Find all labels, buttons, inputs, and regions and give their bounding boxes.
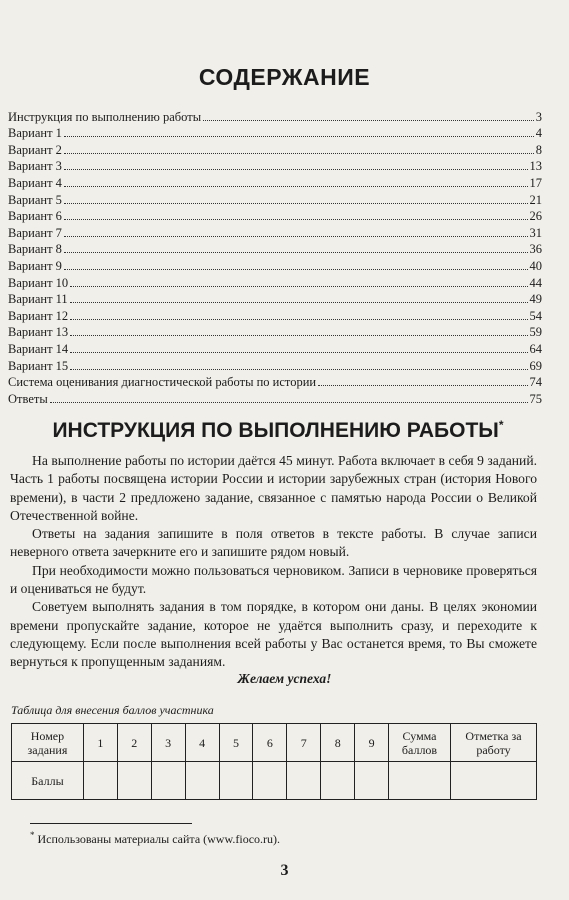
toc-item [8, 357, 542, 374]
page-number: 3 [280, 862, 289, 879]
sum-cell[interactable] [389, 762, 451, 800]
score-cell[interactable] [321, 762, 355, 800]
toc-dot-leader [64, 268, 528, 270]
toc-dot-leader [50, 401, 528, 403]
instruction-paragraph: Советуем выполнять задания в том порядке, в котором они даны. В целях экономии времени пропускайте задание, которое не удаётся выполнить сразу, и переходите к следующему. Если после выполнения всей работы у Вас останется время, то Вы сможете вернуться к пропущенным заданиям. [10, 599, 537, 670]
toc-dot-leader [64, 202, 528, 204]
instruction-paragraph: Ответы на задания запишите в поля ответов в тексте работы. В случае записи неверного ответа зачеркните его и запишите рядом новый. [10, 526, 537, 560]
toc-item-label: Система оценивания диагностической работы по истории [8, 375, 317, 390]
score-cell[interactable] [83, 762, 117, 800]
score-table-caption: Таблица для внесения баллов участника [11, 703, 214, 717]
toc-item [8, 108, 542, 125]
toc-item-label: Вариант 11 [8, 292, 68, 307]
good-luck-text: Желаем успеха! [237, 671, 332, 686]
toc-item-label: Вариант 3 [8, 159, 62, 174]
toc-item [8, 191, 542, 208]
toc-item [8, 141, 542, 158]
footnote-mark: * [498, 418, 504, 432]
toc-item-label: Вариант 15 [8, 358, 69, 373]
toc-item-label: Вариант 7 [8, 225, 62, 240]
toc-item-page: 40 [529, 258, 542, 273]
toc-item-page: 54 [529, 308, 542, 323]
toc-dot-leader [64, 251, 528, 253]
toc-item-page: 59 [529, 325, 542, 340]
toc-dot-leader [203, 119, 534, 121]
footnote-divider [30, 823, 192, 824]
task-number: 2 [117, 724, 151, 762]
score-cell[interactable] [355, 762, 389, 800]
toc-item-label: Вариант 9 [8, 258, 62, 273]
toc-dot-leader [64, 218, 528, 220]
sum-header: Сумма баллов [389, 724, 451, 762]
toc-item [8, 208, 542, 225]
toc-item-label: Вариант 13 [8, 325, 69, 340]
toc-item [8, 224, 542, 241]
instruction-paragraph: На выполнение работы по истории даётся 45 минут. Работа включает в себя 9 заданий. Часть 1 работы посвящена истории России и истории зарубежных стран (история Нового времени), в части 2 предложено задание, связанное с памятью народа России о Великой Отечественной войне. [10, 453, 537, 523]
score-table-header-row [12, 724, 537, 762]
toc-item-page: 31 [529, 225, 542, 240]
toc-item-label: Вариант 10 [8, 275, 69, 290]
toc-item-page: 69 [529, 358, 542, 373]
toc-dot-leader [64, 235, 528, 237]
toc-item-label: Вариант 12 [8, 308, 69, 323]
toc-item [8, 158, 542, 175]
toc-dot-leader [64, 152, 534, 154]
toc-item-label: Инструкция по выполнению работы [8, 109, 202, 124]
score-cell[interactable] [117, 762, 151, 800]
toc-dot-leader [70, 334, 527, 336]
instruction-text [10, 452, 537, 672]
task-number: 6 [253, 724, 287, 762]
toc-dot-leader [70, 368, 527, 370]
toc-item [8, 307, 542, 324]
toc-title: СОДЕРЖАНИЕ [198, 64, 371, 90]
toc-dot-leader [64, 168, 528, 170]
toc-dot-leader [70, 301, 528, 303]
toc-item [8, 241, 542, 258]
toc-item-label: Вариант 5 [8, 192, 62, 207]
toc-item-label: Вариант 4 [8, 175, 62, 190]
toc-item-page: 49 [529, 292, 542, 307]
toc-item [8, 274, 542, 291]
toc-item-page: 74 [529, 375, 542, 390]
task-number: 1 [83, 724, 117, 762]
toc-item [8, 324, 542, 341]
toc-item-page: 3 [535, 109, 542, 124]
toc-item-page: 64 [529, 341, 542, 356]
toc-item-page: 36 [529, 242, 542, 257]
toc-item-label: Вариант 1 [8, 126, 62, 141]
footnote [30, 830, 280, 847]
score-cell[interactable] [287, 762, 321, 800]
toc-dot-leader [70, 318, 527, 320]
toc-item-page: 21 [529, 192, 542, 207]
toc-item [8, 390, 542, 407]
toc-item-page: 13 [529, 159, 542, 174]
score-cell[interactable] [219, 762, 253, 800]
task-number: 5 [219, 724, 253, 762]
toc-list [8, 108, 542, 407]
toc-item [8, 174, 542, 191]
task-number-header: Номер задания [12, 724, 84, 762]
toc-dot-leader [64, 135, 534, 137]
score-cell[interactable] [185, 762, 219, 800]
instruction-title [8, 418, 548, 443]
toc-item-label: Вариант 8 [8, 242, 62, 257]
toc-item-page: 75 [529, 391, 542, 406]
toc-item-page: 8 [535, 142, 542, 157]
task-number: 9 [355, 724, 389, 762]
toc-item-label: Вариант 6 [8, 209, 62, 224]
toc-item [8, 291, 542, 308]
grade-cell[interactable] [450, 762, 536, 800]
task-number: 4 [185, 724, 219, 762]
toc-item-label: Ответы [8, 391, 48, 406]
score-table-points-row [12, 762, 537, 800]
toc-item-page: 17 [529, 175, 542, 190]
toc-dot-leader [64, 185, 528, 187]
toc-item [8, 374, 542, 391]
toc-dot-leader [70, 351, 527, 353]
toc-item-page: 44 [529, 275, 542, 290]
points-label: Баллы [12, 762, 84, 800]
task-number: 7 [287, 724, 321, 762]
instruction-title-text: ИНСТРУКЦИЯ ПО ВЫПОЛНЕНИЮ РАБОТЫ [52, 419, 499, 442]
toc-item-page: 26 [529, 209, 542, 224]
score-cell[interactable] [151, 762, 185, 800]
task-number: 8 [321, 724, 355, 762]
toc-item [8, 125, 542, 142]
toc-item-label: Вариант 14 [8, 341, 69, 356]
toc-item-page: 4 [535, 126, 542, 141]
toc-dot-leader [318, 384, 527, 386]
toc-item-label: Вариант 2 [8, 142, 62, 157]
toc-dot-leader [70, 285, 527, 287]
score-cell[interactable] [253, 762, 287, 800]
task-number: 3 [151, 724, 185, 762]
footnote-mark: * [30, 830, 35, 840]
grade-header: Отметка за работу [450, 724, 536, 762]
toc-item [8, 340, 542, 357]
toc-item [8, 257, 542, 274]
score-table [11, 723, 537, 800]
instruction-paragraph: При необходимости можно пользоваться черновиком. Записи в черновике проверяться и оцениваться не будут. [10, 562, 537, 597]
footnote-text: Использованы материалы сайта (www.fioco.ru). [37, 832, 281, 846]
